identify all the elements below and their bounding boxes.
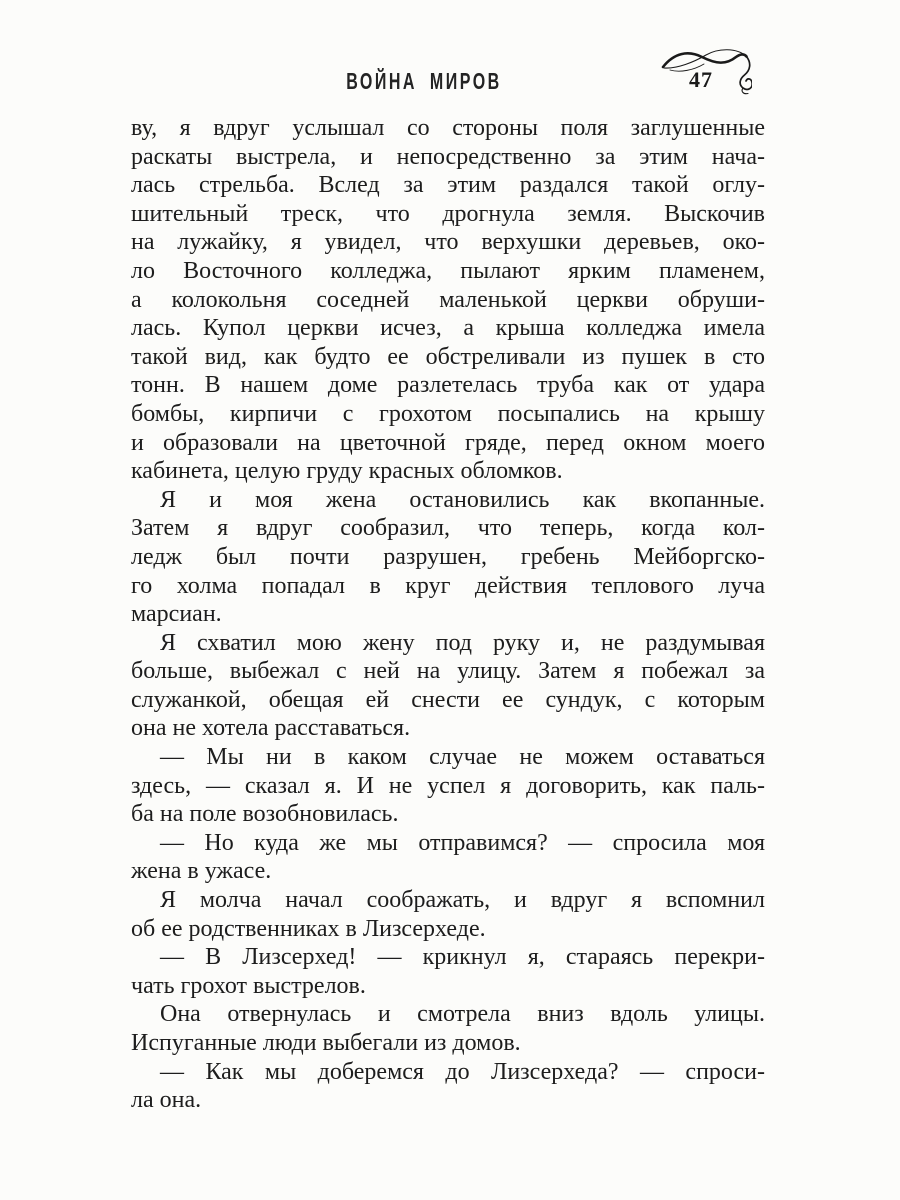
- page-corner: [660, 46, 760, 98]
- page-body: [131, 114, 765, 1115]
- text-line: Она отвернулась и смотрела вниз вдоль улицы.: [160, 1001, 765, 1028]
- text-line: лась стрельба. Вслед за этим раздался такой оглу-: [131, 172, 765, 199]
- text-line: — Как мы доберемся до Лизсерхеда? — спроси-: [160, 1058, 765, 1085]
- text-line: го холма попадал в круг действия теплового луча: [131, 572, 765, 599]
- text-line: ла она.: [131, 1087, 202, 1114]
- text-line: бомбы, кирпичи с грохотом посыпались на крышу: [131, 400, 765, 427]
- text-line: на лужайку, я увидел, что верхушки деревьев, око-: [131, 229, 765, 256]
- text-line: ледж был почти разрушен, гребень Мейборгско-: [131, 543, 765, 570]
- text-line: а колокольня соседней маленькой церкви обруши-: [131, 286, 765, 313]
- text-line: такой вид, как будто ее обстреливали из пушек в сто: [131, 343, 765, 370]
- book-title: ВОЙНА МИРОВ: [346, 69, 502, 95]
- text-line: ло Восточного колледжа, пылают ярким пламенем,: [131, 257, 765, 284]
- text-line: и образовали на цветочной гряде, перед окном моего: [131, 429, 765, 456]
- text-line: Я схватил мою жену под руку и, не раздумывая: [160, 629, 765, 656]
- paragraph: [131, 486, 765, 629]
- paragraph: [131, 886, 765, 943]
- text-line: — Но куда же мы отправимся? — спросила моя: [160, 829, 765, 856]
- text-line: кабинета, целую груду красных обломков.: [131, 458, 563, 485]
- text-line: ба на поле возобновилась.: [131, 801, 399, 828]
- text-line: Испуганные люди выбегали из домов.: [131, 1030, 521, 1056]
- paragraph: [131, 743, 765, 829]
- text-line: она не хотела расставаться.: [131, 715, 411, 742]
- paragraph: [131, 114, 765, 486]
- text-line: жена в ужасе.: [131, 858, 272, 885]
- text-line: об ее родственниках в Лизсерхеде.: [131, 915, 486, 942]
- paragraph: [131, 1058, 765, 1115]
- text-line: лась. Купол церкви исчез, а крыша колледжа имела: [131, 315, 765, 342]
- text-line: чать грохот выстрелов.: [131, 972, 366, 999]
- text-line: служанкой, обещая ей снести ее сундук, с которым: [131, 686, 765, 713]
- text-line: шительный треск, что дрогнула земля. Выскочив: [131, 200, 765, 227]
- page-number: 47: [689, 67, 713, 92]
- text-line: ву, я вдруг услышал со стороны поля заглушенные: [131, 115, 765, 141]
- paragraph: [131, 829, 765, 886]
- text-line: Затем я вдруг сообразил, что теперь, когда кол-: [131, 515, 765, 542]
- text-line: раскаты выстрела, и непосредственно за этим нача-: [131, 143, 765, 170]
- text-line: марсиан.: [131, 601, 222, 628]
- text-line: Я молча начал соображать, и вдруг я вспомнил: [160, 887, 765, 914]
- text-line: — Мы ни в каком случае не можем оставаться: [160, 744, 765, 771]
- text-line: — В Лизсерхед! — крикнул я, стараясь перекри-: [160, 944, 765, 971]
- text-line: Я и моя жена остановились как вкопанные.: [160, 486, 765, 513]
- text-line: здесь, — сказал я. И не успел я договорить, как паль-: [131, 772, 765, 799]
- text-line: больше, выбежал с ней на улицу. Затем я побежал за: [131, 658, 765, 685]
- paragraph: [131, 629, 765, 743]
- paragraph: [131, 943, 765, 1000]
- paragraph: [131, 1000, 765, 1057]
- text-line: тонн. В нашем доме разлетелась труба как от удара: [131, 372, 765, 399]
